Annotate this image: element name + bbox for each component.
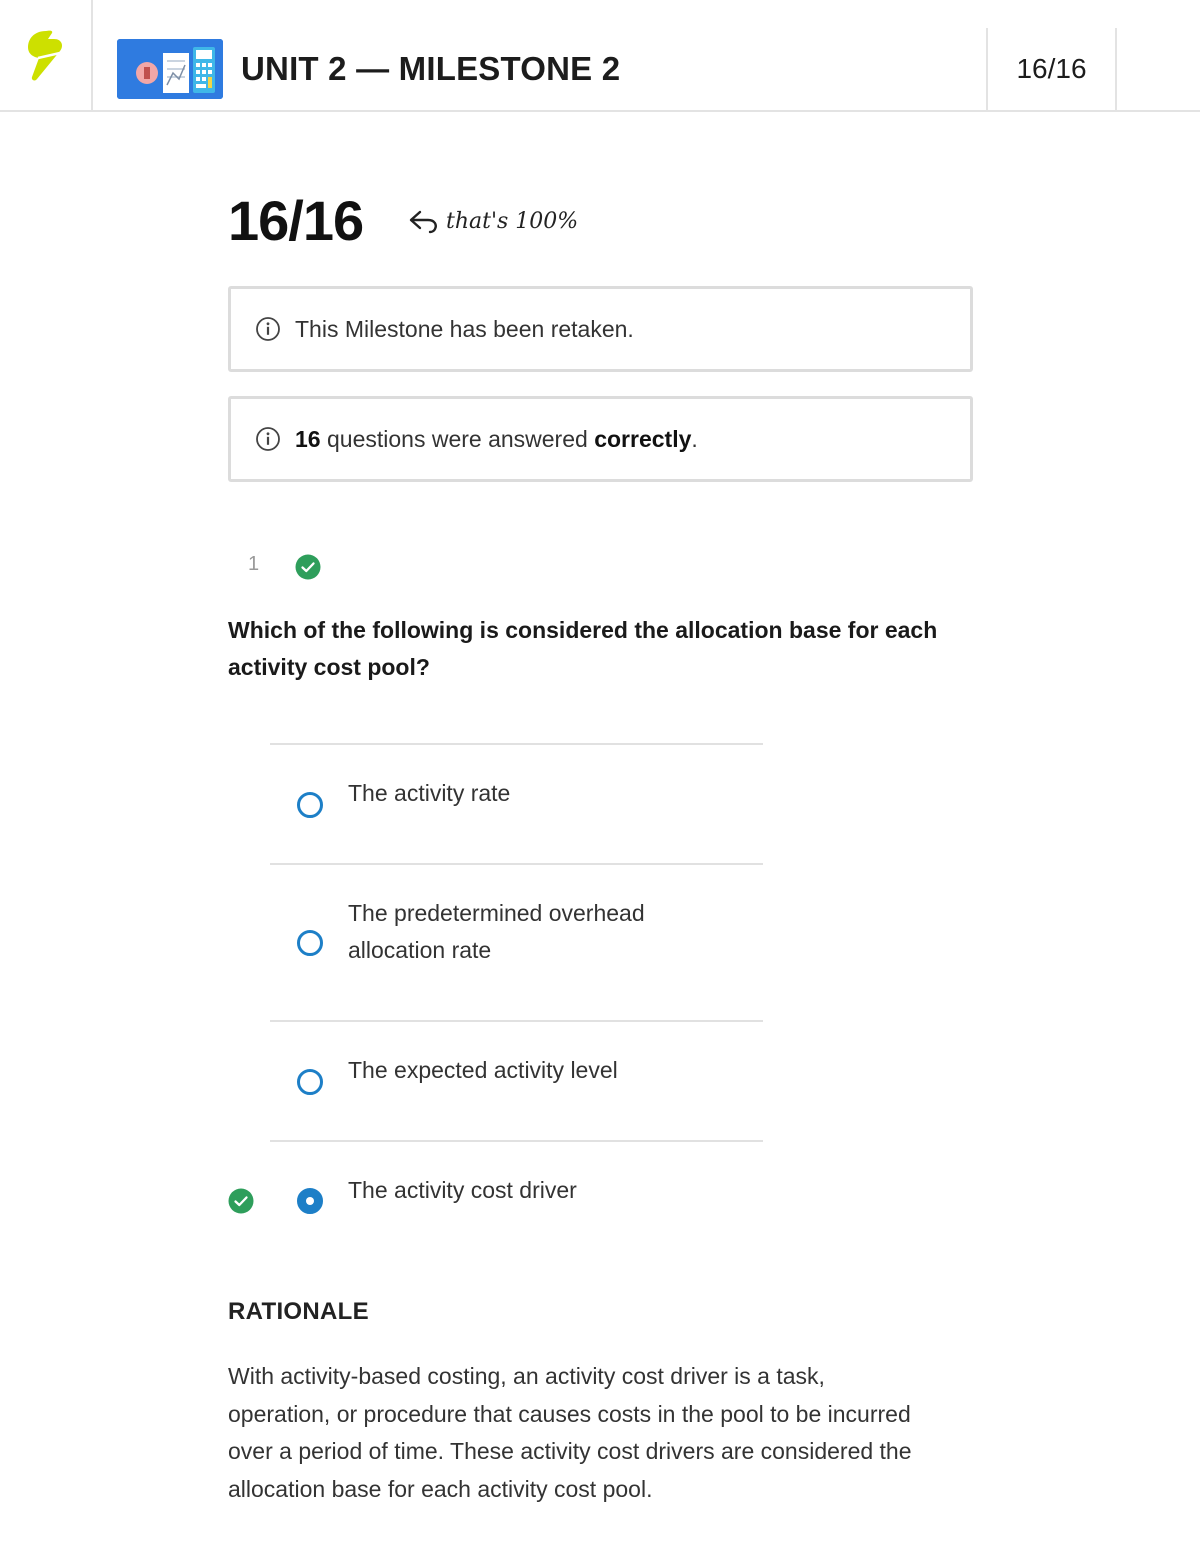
option-label: The activity cost driver: [348, 1177, 577, 1203]
top-bar: [0, 0, 1200, 112]
score-note-text: that's 100%: [446, 208, 579, 234]
answer-option[interactable]: [270, 743, 763, 863]
correct-end: .: [691, 425, 698, 452]
correct-answer-check-icon: [228, 1188, 254, 1214]
header-score: 16/16: [986, 28, 1117, 110]
retaken-text: This Milestone has been retaken.: [295, 315, 634, 342]
correct-middle: questions were answered: [320, 425, 595, 452]
option-label: The predetermined overhead allocation rate: [348, 900, 645, 963]
calculator-illustration-icon: [117, 39, 223, 99]
correct-check-icon: [295, 554, 321, 580]
retaken-notice: [228, 286, 973, 372]
question-number: 1: [248, 553, 260, 575]
answer-option-selected[interactable]: [270, 1140, 763, 1250]
sophia-logo-icon: [24, 27, 68, 83]
radio-button[interactable]: [297, 930, 323, 956]
unit-title: UNIT 2 — MILESTONE 2: [241, 50, 621, 87]
curved-arrow-icon: [408, 208, 440, 234]
score-note: [408, 208, 578, 234]
radio-button[interactable]: [297, 792, 323, 818]
radio-button[interactable]: [297, 1069, 323, 1095]
answer-options: [270, 743, 763, 1250]
option-label: The expected activity level: [348, 1057, 618, 1083]
final-score: 16/16: [228, 189, 364, 252]
radio-button-selected[interactable]: [297, 1188, 323, 1214]
correct-count: 16: [295, 425, 321, 452]
correct-count-text: [295, 426, 698, 453]
answer-option[interactable]: [270, 863, 763, 1020]
info-icon: [255, 316, 281, 342]
logo-link[interactable]: [0, 0, 93, 110]
option-label: The activity rate: [348, 780, 511, 806]
correct-word: correctly: [594, 425, 692, 452]
question-text: Which of the following is considered the allocation base for each activity cost pool?: [228, 617, 938, 680]
rationale-text: With activity-based costing, an activity cost driver is a task, operation, or procedure that causes costs in the pool to be incurred over a period of time. These activity cost drivers are considered the allocation base for each activity cost pool.: [228, 1363, 912, 1502]
unit-thumbnail: [117, 39, 223, 99]
rationale-heading: RATIONALE: [228, 1298, 369, 1325]
info-icon: [255, 426, 281, 452]
answer-option[interactable]: [270, 1020, 763, 1140]
correct-count-notice: [228, 396, 973, 482]
